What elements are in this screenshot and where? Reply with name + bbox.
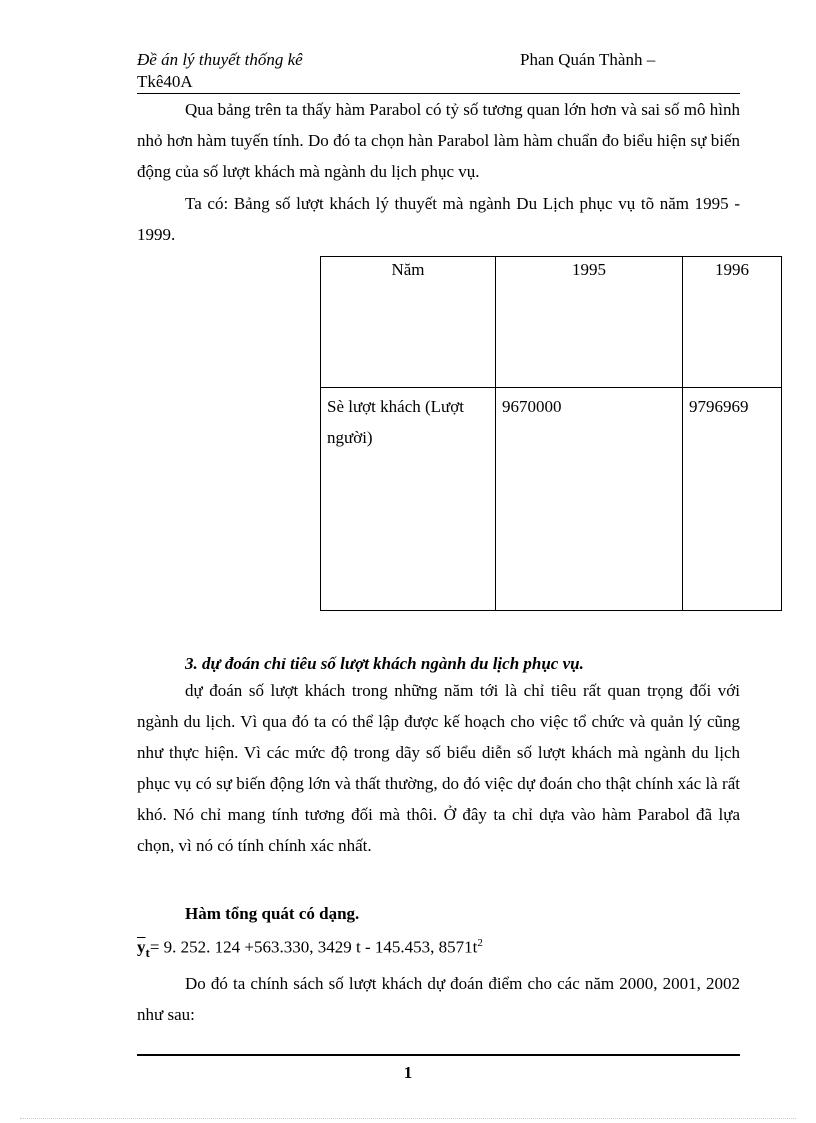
paragraph-forecast: dự đoán số lượt khách trong những năm tới là chỉ tiêu rất quan trọng đối với ngành du lịch. Vì qua đó ta có thể lập được kế hoạch cho việc tổ chức và quản lý cũng như thực hiện. Vì các mức độ trong dãy số biểu diễn số lượt khách mà ngành du lịch phục vụ có sự biến động lớn và thất thường, do đó việc dự đoán cho thật chính xác là rất khó. Nó chỉ mang tính tương đối mà thôi. Ở đây ta chỉ dựa vào hàm Parabol đã lựa chọn, vì nó có tính chính xác nhất. (137, 681, 740, 855)
footer-divider (137, 1054, 740, 1056)
table-header-year: Năm (321, 257, 496, 388)
page-number: 1 (403, 1063, 413, 1082)
section-heading: 3. dự đoán chỉ tiêu số lượt khách ngành du lịch phục vụ. (185, 654, 584, 673)
general-form-heading: Hàm tổng quát có dạng. (185, 904, 360, 923)
header-document-title: Đề án lý thuyết thống kê (137, 50, 303, 69)
formula-superscript: 2 (477, 937, 483, 949)
table-header-1996: 1996 (683, 257, 782, 388)
paragraph-parabol-conclusion: Qua bảng trên ta thấy hàm Parabol có tỷ số tương quan lớn hơn và sai số mô hình nhỏ hơn hàm tuyến tính. Do đó ta chọn hàn Parabol làm hàm chuẩn đo biểu hiện sự biến động của số lượt khách mà ngành du lịch phục vụ. (137, 100, 740, 181)
table-cell-1995: 9670000 (496, 388, 683, 611)
table-row (321, 388, 782, 611)
table-header-1995: 1995 (496, 257, 683, 388)
table-header-row (321, 257, 782, 388)
paragraph-table-intro: Ta có: Bảng số lượt khách lý thuyết mà ngành Du Lịch phục vụ tõ năm 1995 - 1999. (137, 194, 740, 244)
header-class-code: Tkê40A (137, 72, 193, 91)
table-row-label: Sè lượt khách (Lượt người) (321, 388, 496, 611)
paragraph-forecast-years: Do đó ta chính sách số lượt khách dự đoán điểm cho các năm 2000, 2001, 2002 như sau: (137, 974, 740, 1024)
formula-y-bar: $\overline{y}$ (137, 937, 146, 957)
regression-formula (137, 937, 483, 961)
header-author: Phan Quán Thành – (520, 50, 656, 69)
formula-expression: = 9. 252. 124 +563.330, 3429 t - 145.453, 8571t (149, 937, 478, 957)
page-edge-divider (20, 1118, 796, 1119)
tourist-count-table (320, 256, 782, 611)
table-cell-1996: 9796969 (683, 388, 782, 611)
formula-subscript: t (145, 945, 150, 961)
